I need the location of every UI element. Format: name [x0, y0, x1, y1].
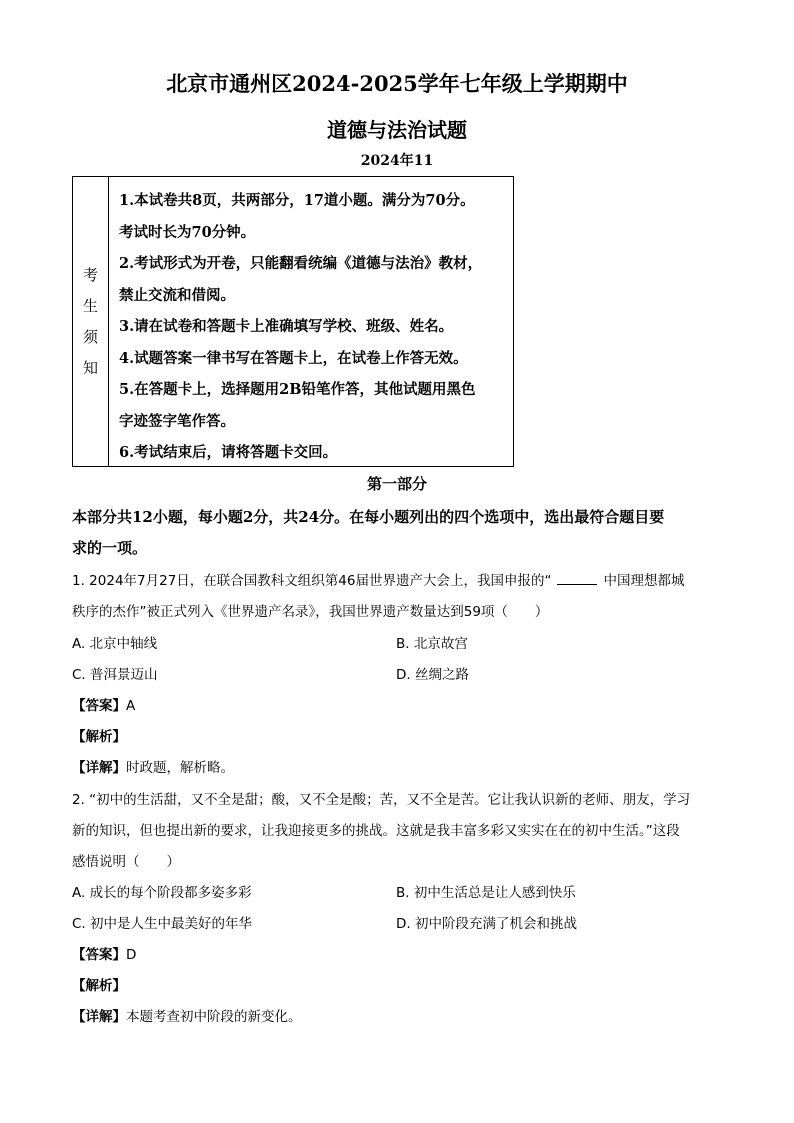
q2-stem-line: 感悟说明（ ） — [72, 854, 180, 870]
analysis-tag: 【解析】 — [72, 978, 126, 994]
q1-option-d: D. 丝绸之路 — [396, 667, 469, 683]
answer-tag: 【答案】 — [72, 947, 126, 963]
notice-label — [73, 177, 109, 466]
answer-tag: 【答案】 — [72, 698, 126, 714]
notice-line: 6.考试结束后，请将答题卡交回。 — [119, 444, 338, 461]
q1-option-b: B. 北京故宫 — [396, 636, 468, 652]
exam-title: 北京市通州区2024-2025学年七年级上学期期中 — [166, 71, 628, 96]
q2-stem-line: 新的知识，但也提出新的要求，让我迎接更多的挑战。这就是我丰富多彩又实实在在的初中生活。”这段 — [72, 823, 680, 839]
part1-intro-line: 求的一项。 — [72, 539, 148, 557]
notice-line: 禁止交流和借阅。 — [119, 286, 235, 304]
detail-tag: 【详解】 — [72, 760, 126, 776]
q1-stem-line: 秩序的杰作”被正式列入《世界遗产名录》，我国世界遗产数量达到59项（ ） — [72, 604, 549, 620]
notice-label-char: 考 — [82, 265, 98, 284]
q2-option-a: A. 成长的每个阶段都多姿多彩 — [72, 885, 252, 901]
q1-stem-pre: 1. 2024年7月27日，在联合国教科文组织第46届世界遗产大会上，我国申报的“ — [72, 573, 552, 589]
detail-text: 时政题，解析略。 — [126, 760, 234, 776]
notice-line: 字迹签字笔作答。 — [119, 412, 235, 430]
q2-detail — [72, 1005, 302, 1025]
notice-label-char: 知 — [82, 358, 98, 377]
q1-analysis — [72, 725, 126, 745]
q2-option-d: D. 初中阶段充满了机会和挑战 — [396, 916, 577, 932]
part1-intro-line: 本部分共12小题，每小题2分，共24分。在每小题列出的四个选项中，选出最符合题目要 — [72, 508, 665, 526]
q1-option-a: A. 北京中轴线 — [72, 636, 158, 652]
q2-option-c: C. 初中是人生中最美好的年华 — [72, 916, 253, 932]
q1-answer — [72, 694, 135, 714]
notice-line: 2.考试形式为开卷，只能翻看统编《道德与法治》教材， — [119, 255, 483, 272]
detail-text: 本题考查初中阶段的新变化。 — [126, 1009, 302, 1025]
q1-stem-line — [72, 569, 684, 589]
q2-answer — [72, 943, 136, 963]
notice-line: 4.试题答案一律书写在答题卡上，在试卷上作答无效。 — [119, 349, 468, 367]
q2-analysis — [72, 974, 126, 994]
notice-label-char: 生 — [82, 296, 98, 315]
detail-tag: 【详解】 — [72, 1009, 126, 1025]
notice-line: 5.在答题卡上，选择题用2B铅笔作答，其他试题用黑色 — [119, 381, 476, 398]
exam-date: 2024年11 — [360, 153, 434, 169]
notice-line: 1.本试卷共8页，共两部分，17道小题。满分为70分。 — [119, 192, 475, 209]
answer-value: A — [126, 698, 136, 714]
q1-option-c: C. 普洱景迈山 — [72, 667, 158, 683]
part1-heading: 第一部分 — [366, 475, 427, 493]
notice-body — [109, 177, 513, 466]
q1-detail — [72, 756, 234, 776]
exam-subject: 道德与法治试题 — [327, 118, 467, 142]
q2-option-b: B. 初中生活总是让人感到快乐 — [396, 885, 576, 901]
notice-line: 3.请在试卷和答题卡上准确填写学校、班级、姓名。 — [119, 318, 454, 335]
answer-value: D — [126, 947, 137, 963]
answer-blank — [557, 572, 597, 585]
notice-label-char: 须 — [82, 327, 98, 346]
exam-notice-table — [72, 176, 514, 467]
q1-stem-post: 中国理想都城 — [603, 573, 685, 589]
q2-stem-line: 2. “初中的生活甜，又不全是甜；酸，又不全是酸；苦，又不全是苦。它让我认识新的老师、朋友，学习 — [72, 792, 691, 808]
analysis-tag: 【解析】 — [72, 729, 126, 745]
notice-line: 考试时长为70分钟。 — [119, 223, 256, 241]
